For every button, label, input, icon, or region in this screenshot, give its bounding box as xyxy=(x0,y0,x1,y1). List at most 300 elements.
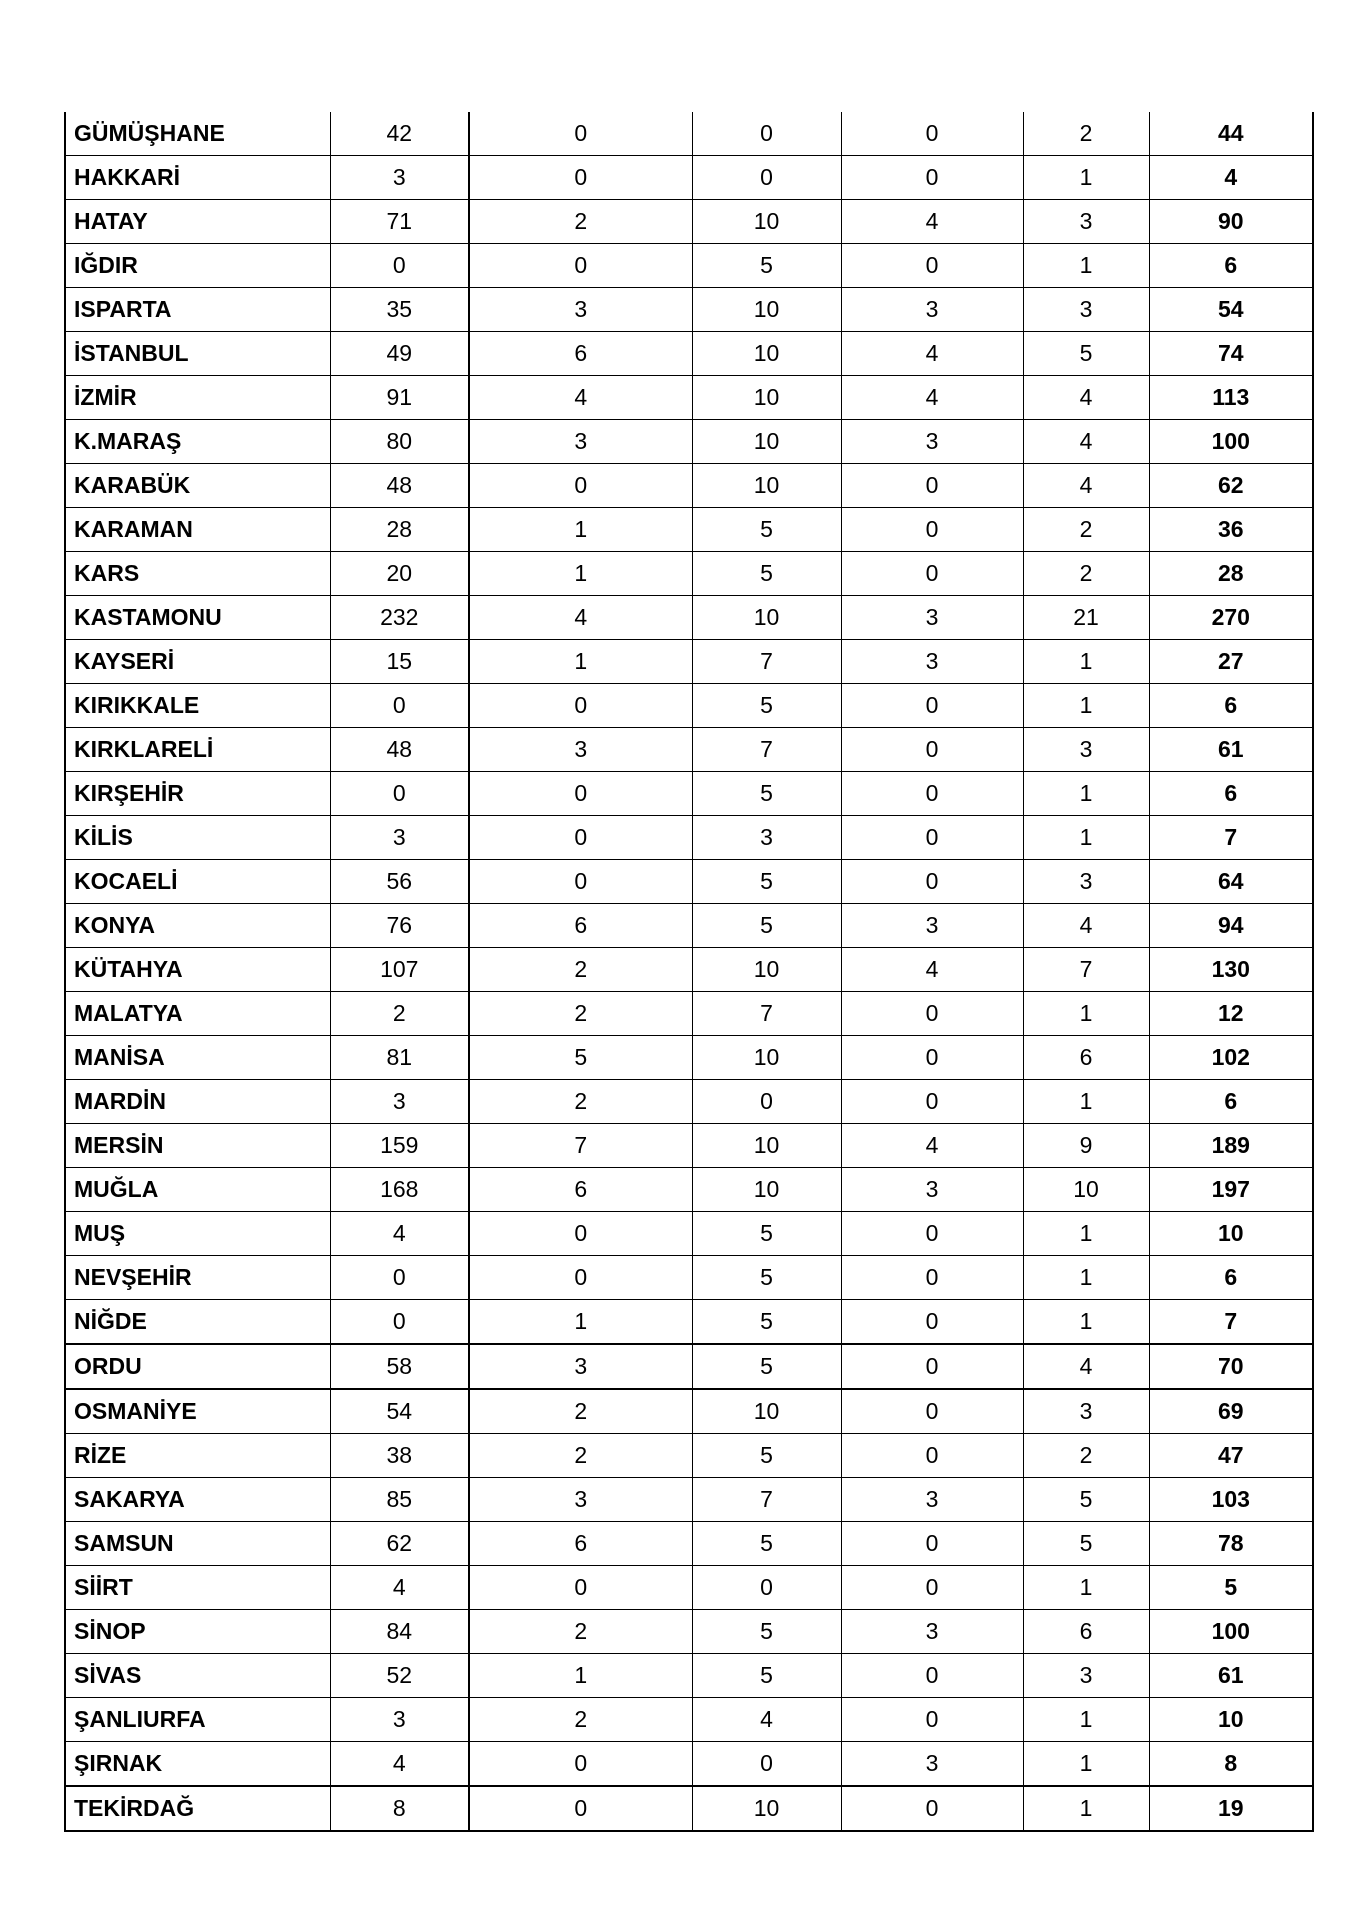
value-cell: 6 xyxy=(469,1522,692,1566)
value-cell: 62 xyxy=(330,1522,469,1566)
total-cell: 54 xyxy=(1149,288,1313,332)
province-name-cell: İSTANBUL xyxy=(65,332,330,376)
province-name-cell: MARDİN xyxy=(65,1080,330,1124)
total-cell: 10 xyxy=(1149,1698,1313,1742)
value-cell: 0 xyxy=(469,772,692,816)
total-cell: 28 xyxy=(1149,552,1313,596)
total-cell: 70 xyxy=(1149,1344,1313,1389)
table-row xyxy=(65,244,1313,288)
table-row xyxy=(65,904,1313,948)
value-cell: 3 xyxy=(1023,200,1149,244)
value-cell: 9 xyxy=(1023,1124,1149,1168)
value-cell: 3 xyxy=(1023,288,1149,332)
value-cell: 7 xyxy=(692,728,841,772)
value-cell: 1 xyxy=(1023,992,1149,1036)
value-cell: 0 xyxy=(469,816,692,860)
value-cell: 1 xyxy=(1023,640,1149,684)
province-name-cell: KONYA xyxy=(65,904,330,948)
value-cell: 1 xyxy=(1023,1080,1149,1124)
table-row xyxy=(65,992,1313,1036)
province-name-cell: NEVŞEHİR xyxy=(65,1256,330,1300)
value-cell: 5 xyxy=(692,772,841,816)
table-row xyxy=(65,1344,1313,1389)
total-cell: 78 xyxy=(1149,1522,1313,1566)
value-cell: 0 xyxy=(469,684,692,728)
table-row xyxy=(65,1698,1313,1742)
total-cell: 74 xyxy=(1149,332,1313,376)
table-row xyxy=(65,596,1313,640)
value-cell: 5 xyxy=(692,1610,841,1654)
province-name-cell: MUĞLA xyxy=(65,1168,330,1212)
value-cell: 0 xyxy=(469,1566,692,1610)
table-row xyxy=(65,1168,1313,1212)
value-cell: 80 xyxy=(330,420,469,464)
value-cell: 1 xyxy=(1023,1698,1149,1742)
table-row xyxy=(65,1389,1313,1434)
value-cell: 5 xyxy=(692,1212,841,1256)
total-cell: 64 xyxy=(1149,860,1313,904)
province-name-cell: KARS xyxy=(65,552,330,596)
value-cell: 0 xyxy=(841,1212,1023,1256)
value-cell: 2 xyxy=(1023,112,1149,156)
value-cell: 0 xyxy=(692,1080,841,1124)
table-row xyxy=(65,772,1313,816)
total-cell: 10 xyxy=(1149,1212,1313,1256)
province-name-cell: HAKKARİ xyxy=(65,156,330,200)
province-name-cell: KAYSERİ xyxy=(65,640,330,684)
value-cell: 6 xyxy=(1023,1610,1149,1654)
province-name-cell: IĞDIR xyxy=(65,244,330,288)
value-cell: 5 xyxy=(692,1344,841,1389)
province-name-cell: TEKİRDAĞ xyxy=(65,1786,330,1831)
value-cell: 76 xyxy=(330,904,469,948)
value-cell: 6 xyxy=(469,332,692,376)
province-table xyxy=(64,112,1314,1832)
total-cell: 130 xyxy=(1149,948,1313,992)
value-cell: 35 xyxy=(330,288,469,332)
total-cell: 102 xyxy=(1149,1036,1313,1080)
value-cell: 81 xyxy=(330,1036,469,1080)
value-cell: 0 xyxy=(692,112,841,156)
province-name-cell: ISPARTA xyxy=(65,288,330,332)
table-row xyxy=(65,156,1313,200)
value-cell: 0 xyxy=(841,244,1023,288)
province-name-cell: KARAMAN xyxy=(65,508,330,552)
value-cell: 3 xyxy=(1023,1389,1149,1434)
value-cell: 2 xyxy=(469,1080,692,1124)
value-cell: 0 xyxy=(469,1212,692,1256)
value-cell: 1 xyxy=(469,1654,692,1698)
table-row xyxy=(65,1566,1313,1610)
value-cell: 4 xyxy=(1023,376,1149,420)
value-cell: 10 xyxy=(692,1036,841,1080)
total-cell: 90 xyxy=(1149,200,1313,244)
value-cell: 0 xyxy=(841,860,1023,904)
value-cell: 0 xyxy=(692,1566,841,1610)
value-cell: 232 xyxy=(330,596,469,640)
table-row xyxy=(65,1522,1313,1566)
total-cell: 36 xyxy=(1149,508,1313,552)
total-cell: 197 xyxy=(1149,1168,1313,1212)
value-cell: 5 xyxy=(1023,332,1149,376)
value-cell: 48 xyxy=(330,728,469,772)
value-cell: 0 xyxy=(841,1300,1023,1345)
value-cell: 1 xyxy=(469,508,692,552)
province-name-cell: SİNOP xyxy=(65,1610,330,1654)
value-cell: 48 xyxy=(330,464,469,508)
total-cell: 6 xyxy=(1149,1080,1313,1124)
province-name-cell: KOCAELİ xyxy=(65,860,330,904)
value-cell: 2 xyxy=(469,1434,692,1478)
table-row xyxy=(65,112,1313,156)
table-row xyxy=(65,948,1313,992)
value-cell: 0 xyxy=(841,728,1023,772)
value-cell: 0 xyxy=(841,992,1023,1036)
value-cell: 1 xyxy=(469,1300,692,1345)
value-cell: 0 xyxy=(841,1036,1023,1080)
value-cell: 0 xyxy=(841,1080,1023,1124)
table-row xyxy=(65,552,1313,596)
province-name-cell: HATAY xyxy=(65,200,330,244)
total-cell: 69 xyxy=(1149,1389,1313,1434)
table-row xyxy=(65,1036,1313,1080)
value-cell: 56 xyxy=(330,860,469,904)
value-cell: 0 xyxy=(692,1742,841,1787)
value-cell: 3 xyxy=(1023,1654,1149,1698)
value-cell: 5 xyxy=(1023,1522,1149,1566)
value-cell: 3 xyxy=(1023,728,1149,772)
value-cell: 0 xyxy=(841,1654,1023,1698)
value-cell: 21 xyxy=(1023,596,1149,640)
value-cell: 168 xyxy=(330,1168,469,1212)
table-row xyxy=(65,200,1313,244)
total-cell: 61 xyxy=(1149,1654,1313,1698)
table-row xyxy=(65,420,1313,464)
value-cell: 1 xyxy=(1023,1566,1149,1610)
value-cell: 0 xyxy=(841,552,1023,596)
value-cell: 1 xyxy=(1023,1742,1149,1787)
total-cell: 19 xyxy=(1149,1786,1313,1831)
value-cell: 0 xyxy=(841,1698,1023,1742)
value-cell: 7 xyxy=(1023,948,1149,992)
value-cell: 2 xyxy=(1023,552,1149,596)
value-cell: 0 xyxy=(330,772,469,816)
province-name-cell: GÜMÜŞHANE xyxy=(65,112,330,156)
value-cell: 4 xyxy=(469,376,692,420)
value-cell: 71 xyxy=(330,200,469,244)
total-cell: 5 xyxy=(1149,1566,1313,1610)
province-table-page xyxy=(64,112,1312,1832)
value-cell: 2 xyxy=(469,992,692,1036)
value-cell: 107 xyxy=(330,948,469,992)
total-cell: 61 xyxy=(1149,728,1313,772)
value-cell: 0 xyxy=(841,1389,1023,1434)
value-cell: 0 xyxy=(469,464,692,508)
value-cell: 0 xyxy=(469,860,692,904)
total-cell: 62 xyxy=(1149,464,1313,508)
province-name-cell: SAKARYA xyxy=(65,1478,330,1522)
value-cell: 3 xyxy=(469,1478,692,1522)
value-cell: 5 xyxy=(692,1654,841,1698)
province-name-cell: KIRKLARELİ xyxy=(65,728,330,772)
value-cell: 84 xyxy=(330,1610,469,1654)
table-row xyxy=(65,1742,1313,1787)
province-name-cell: K.MARAŞ xyxy=(65,420,330,464)
value-cell: 4 xyxy=(1023,420,1149,464)
table-row xyxy=(65,332,1313,376)
value-cell: 0 xyxy=(469,1742,692,1787)
value-cell: 1 xyxy=(1023,156,1149,200)
value-cell: 4 xyxy=(841,332,1023,376)
value-cell: 4 xyxy=(330,1566,469,1610)
value-cell: 52 xyxy=(330,1654,469,1698)
value-cell: 0 xyxy=(330,244,469,288)
value-cell: 7 xyxy=(692,992,841,1036)
province-name-cell: RİZE xyxy=(65,1434,330,1478)
value-cell: 0 xyxy=(841,1566,1023,1610)
table-row xyxy=(65,1124,1313,1168)
value-cell: 0 xyxy=(469,1256,692,1300)
value-cell: 3 xyxy=(841,1168,1023,1212)
value-cell: 1 xyxy=(469,552,692,596)
value-cell: 4 xyxy=(841,948,1023,992)
value-cell: 5 xyxy=(692,1522,841,1566)
value-cell: 4 xyxy=(841,200,1023,244)
value-cell: 1 xyxy=(1023,1212,1149,1256)
value-cell: 4 xyxy=(841,376,1023,420)
total-cell: 8 xyxy=(1149,1742,1313,1787)
value-cell: 5 xyxy=(692,904,841,948)
value-cell: 8 xyxy=(330,1786,469,1831)
total-cell: 94 xyxy=(1149,904,1313,948)
province-name-cell: ORDU xyxy=(65,1344,330,1389)
value-cell: 0 xyxy=(841,684,1023,728)
value-cell: 3 xyxy=(330,1698,469,1742)
value-cell: 0 xyxy=(841,772,1023,816)
value-cell: 3 xyxy=(841,904,1023,948)
value-cell: 10 xyxy=(692,420,841,464)
value-cell: 28 xyxy=(330,508,469,552)
table-row xyxy=(65,288,1313,332)
province-name-cell: KIRIKKALE xyxy=(65,684,330,728)
value-cell: 0 xyxy=(330,1256,469,1300)
value-cell: 4 xyxy=(841,1124,1023,1168)
value-cell: 38 xyxy=(330,1434,469,1478)
province-table-body xyxy=(65,112,1313,1831)
value-cell: 7 xyxy=(692,640,841,684)
value-cell: 0 xyxy=(841,1344,1023,1389)
value-cell: 0 xyxy=(469,112,692,156)
total-cell: 4 xyxy=(1149,156,1313,200)
value-cell: 0 xyxy=(469,156,692,200)
value-cell: 5 xyxy=(692,244,841,288)
value-cell: 3 xyxy=(469,420,692,464)
value-cell: 3 xyxy=(841,288,1023,332)
value-cell: 1 xyxy=(1023,1256,1149,1300)
value-cell: 3 xyxy=(469,728,692,772)
value-cell: 6 xyxy=(469,1168,692,1212)
value-cell: 5 xyxy=(1023,1478,1149,1522)
table-row xyxy=(65,1654,1313,1698)
total-cell: 100 xyxy=(1149,420,1313,464)
value-cell: 91 xyxy=(330,376,469,420)
value-cell: 42 xyxy=(330,112,469,156)
value-cell: 4 xyxy=(1023,464,1149,508)
value-cell: 0 xyxy=(841,464,1023,508)
value-cell: 3 xyxy=(841,420,1023,464)
province-name-cell: ŞIRNAK xyxy=(65,1742,330,1787)
province-name-cell: SİVAS xyxy=(65,1654,330,1698)
table-row xyxy=(65,1256,1313,1300)
table-row xyxy=(65,376,1313,420)
total-cell: 103 xyxy=(1149,1478,1313,1522)
value-cell: 0 xyxy=(330,684,469,728)
value-cell: 4 xyxy=(330,1212,469,1256)
value-cell: 0 xyxy=(469,1786,692,1831)
table-row xyxy=(65,728,1313,772)
province-name-cell: NİĞDE xyxy=(65,1300,330,1345)
value-cell: 5 xyxy=(692,860,841,904)
value-cell: 2 xyxy=(469,1698,692,1742)
value-cell: 3 xyxy=(330,156,469,200)
table-row xyxy=(65,1300,1313,1345)
value-cell: 3 xyxy=(841,1742,1023,1787)
value-cell: 3 xyxy=(330,1080,469,1124)
province-name-cell: KÜTAHYA xyxy=(65,948,330,992)
table-row xyxy=(65,1478,1313,1522)
value-cell: 1 xyxy=(1023,244,1149,288)
province-name-cell: OSMANİYE xyxy=(65,1389,330,1434)
value-cell: 3 xyxy=(841,596,1023,640)
value-cell: 0 xyxy=(841,156,1023,200)
total-cell: 27 xyxy=(1149,640,1313,684)
total-cell: 12 xyxy=(1149,992,1313,1036)
province-name-cell: MERSİN xyxy=(65,1124,330,1168)
value-cell: 20 xyxy=(330,552,469,596)
value-cell: 0 xyxy=(469,244,692,288)
value-cell: 3 xyxy=(692,816,841,860)
value-cell: 85 xyxy=(330,1478,469,1522)
value-cell: 159 xyxy=(330,1124,469,1168)
value-cell: 2 xyxy=(469,200,692,244)
total-cell: 100 xyxy=(1149,1610,1313,1654)
value-cell: 1 xyxy=(1023,1786,1149,1831)
total-cell: 6 xyxy=(1149,772,1313,816)
value-cell: 1 xyxy=(469,640,692,684)
value-cell: 3 xyxy=(841,640,1023,684)
province-name-cell: KARABÜK xyxy=(65,464,330,508)
value-cell: 49 xyxy=(330,332,469,376)
value-cell: 0 xyxy=(692,156,841,200)
value-cell: 3 xyxy=(469,288,692,332)
table-row xyxy=(65,508,1313,552)
value-cell: 5 xyxy=(692,552,841,596)
province-name-cell: MUŞ xyxy=(65,1212,330,1256)
value-cell: 10 xyxy=(692,1786,841,1831)
value-cell: 2 xyxy=(330,992,469,1036)
province-name-cell: KASTAMONU xyxy=(65,596,330,640)
value-cell: 54 xyxy=(330,1389,469,1434)
value-cell: 10 xyxy=(692,596,841,640)
value-cell: 1 xyxy=(1023,1300,1149,1345)
value-cell: 5 xyxy=(692,1434,841,1478)
value-cell: 10 xyxy=(692,288,841,332)
value-cell: 0 xyxy=(841,1522,1023,1566)
table-row xyxy=(65,816,1313,860)
total-cell: 6 xyxy=(1149,244,1313,288)
value-cell: 2 xyxy=(469,1610,692,1654)
total-cell: 6 xyxy=(1149,1256,1313,1300)
table-row xyxy=(65,464,1313,508)
table-row xyxy=(65,1080,1313,1124)
value-cell: 10 xyxy=(692,200,841,244)
value-cell: 4 xyxy=(692,1698,841,1742)
value-cell: 3 xyxy=(330,816,469,860)
value-cell: 0 xyxy=(841,1434,1023,1478)
table-row xyxy=(65,684,1313,728)
value-cell: 0 xyxy=(841,508,1023,552)
value-cell: 58 xyxy=(330,1344,469,1389)
province-name-cell: KIRŞEHİR xyxy=(65,772,330,816)
value-cell: 7 xyxy=(692,1478,841,1522)
value-cell: 0 xyxy=(330,1300,469,1345)
value-cell: 10 xyxy=(692,1168,841,1212)
value-cell: 0 xyxy=(841,1256,1023,1300)
value-cell: 10 xyxy=(692,464,841,508)
value-cell: 10 xyxy=(692,376,841,420)
value-cell: 1 xyxy=(1023,684,1149,728)
total-cell: 6 xyxy=(1149,684,1313,728)
table-row xyxy=(65,860,1313,904)
province-name-cell: ŞANLIURFA xyxy=(65,1698,330,1742)
total-cell: 189 xyxy=(1149,1124,1313,1168)
value-cell: 5 xyxy=(692,684,841,728)
value-cell: 10 xyxy=(692,1124,841,1168)
total-cell: 7 xyxy=(1149,1300,1313,1345)
province-name-cell: MANİSA xyxy=(65,1036,330,1080)
value-cell: 5 xyxy=(692,1256,841,1300)
value-cell: 0 xyxy=(841,816,1023,860)
value-cell: 2 xyxy=(1023,508,1149,552)
value-cell: 5 xyxy=(692,508,841,552)
value-cell: 6 xyxy=(1023,1036,1149,1080)
value-cell: 1 xyxy=(1023,816,1149,860)
value-cell: 10 xyxy=(692,332,841,376)
value-cell: 7 xyxy=(469,1124,692,1168)
total-cell: 7 xyxy=(1149,816,1313,860)
value-cell: 0 xyxy=(841,112,1023,156)
value-cell: 2 xyxy=(469,948,692,992)
total-cell: 47 xyxy=(1149,1434,1313,1478)
value-cell: 10 xyxy=(692,948,841,992)
table-row xyxy=(65,1434,1313,1478)
value-cell: 10 xyxy=(1023,1168,1149,1212)
total-cell: 270 xyxy=(1149,596,1313,640)
value-cell: 4 xyxy=(330,1742,469,1787)
province-name-cell: KİLİS xyxy=(65,816,330,860)
province-name-cell: MALATYA xyxy=(65,992,330,1036)
province-name-cell: SİİRT xyxy=(65,1566,330,1610)
value-cell: 3 xyxy=(841,1478,1023,1522)
table-row xyxy=(65,1212,1313,1256)
value-cell: 6 xyxy=(469,904,692,948)
value-cell: 5 xyxy=(469,1036,692,1080)
value-cell: 2 xyxy=(1023,1434,1149,1478)
value-cell: 0 xyxy=(841,1786,1023,1831)
value-cell: 1 xyxy=(1023,772,1149,816)
value-cell: 3 xyxy=(1023,860,1149,904)
value-cell: 4 xyxy=(1023,1344,1149,1389)
